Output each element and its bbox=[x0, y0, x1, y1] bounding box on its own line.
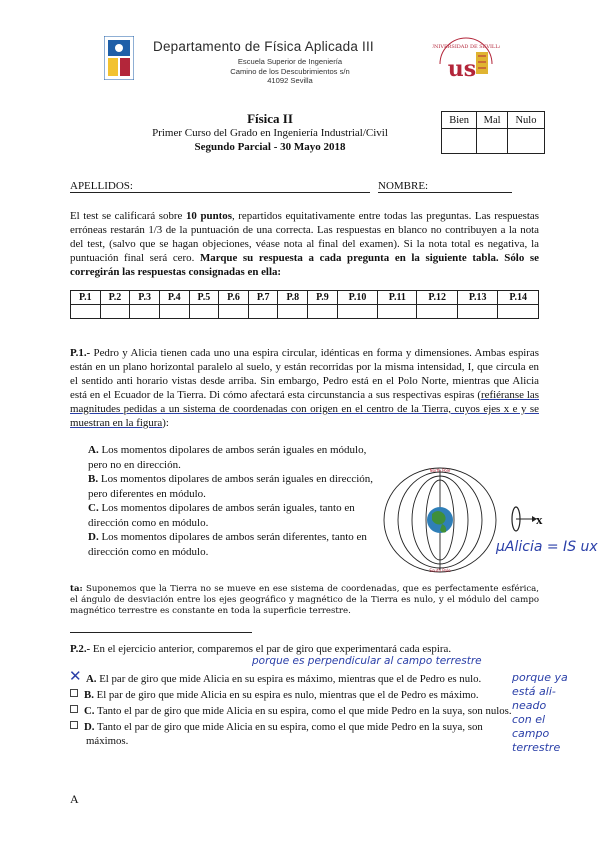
q1-option-d[interactable] bbox=[88, 530, 378, 559]
school-line: Camino de los Descubrimientos s/n bbox=[230, 66, 350, 76]
instructions bbox=[70, 209, 539, 279]
q2-option-d[interactable] bbox=[70, 720, 526, 748]
option-letter: D. bbox=[84, 721, 95, 733]
department-title: Departamento de Física Aplicada III bbox=[153, 39, 374, 54]
option-letter: C. bbox=[84, 705, 95, 717]
option-text: Tanto el par de giro que mide Alicia en su espira, como el que mide Pedro en la suya, son máximos. bbox=[86, 721, 483, 747]
option-letter: C. bbox=[88, 502, 99, 514]
department-logo bbox=[104, 36, 134, 80]
q1-option-c[interactable] bbox=[88, 501, 378, 530]
answer-cell[interactable] bbox=[308, 305, 338, 319]
answer-header: P.13 bbox=[457, 291, 497, 305]
answer-header: P.2 bbox=[100, 291, 130, 305]
answer-cell[interactable] bbox=[417, 305, 457, 319]
option-text: Los momentos dipolares de ambos serán diferentes, tanto en dirección como en módulo. bbox=[88, 531, 367, 558]
answer-header: P.6 bbox=[219, 291, 249, 305]
q2-option-a[interactable] bbox=[69, 667, 548, 686]
option-text: Tanto el par de giro que mide Alicia en su espira, como el que mide Pedro en la suya, son nulos. bbox=[97, 705, 512, 717]
answer-header: P.3 bbox=[130, 291, 160, 305]
grade-cell-mal[interactable] bbox=[477, 129, 508, 154]
apellidos-label: APELLIDOS: bbox=[70, 180, 133, 192]
answer-header: P.10 bbox=[337, 291, 377, 305]
answer-cell[interactable] bbox=[378, 305, 417, 319]
checkbox-icon[interactable] bbox=[70, 721, 78, 729]
handwriting-line: campo bbox=[512, 727, 550, 740]
question-1-underlined: refiéranse las magnitudes pedidas a un sistema de coordenadas con origen en el centro de la Tierra, cuyos ejes x e y se muestran en la figura bbox=[70, 389, 539, 429]
question-2-label: P.2.- bbox=[70, 643, 91, 655]
answer-header-row bbox=[71, 291, 539, 305]
handwriting-line: neado bbox=[512, 699, 547, 712]
answer-cell[interactable] bbox=[130, 305, 160, 319]
answer-input-row bbox=[71, 305, 539, 319]
grade-header: Nulo bbox=[507, 112, 544, 129]
checkbox-icon[interactable] bbox=[70, 705, 78, 713]
checkbox-icon[interactable] bbox=[70, 689, 78, 697]
question-1-body: Pedro y Alicia tienen cada uno una espira circular, idénticas en forma y dimensiones. Ambas espiras están en un plano horizontal paralelo al suelo, y están recorridas por la misma intensidad, I, que circula en el sentido anti horario vistas desde arriba. Sin embargo, Pedro está en el Polo Norte, mientras que Alicia está en el Ecuador de la Tierra. Di cómo afectará esta circunstancia a sus respectivas espiras ( bbox=[70, 347, 539, 401]
note bbox=[70, 584, 539, 617]
handwriting-perpendicular: porque es perpendicular al campo terrestre bbox=[252, 655, 482, 667]
nombre-field[interactable] bbox=[378, 180, 512, 193]
exam-title: Física II bbox=[247, 111, 293, 126]
cross-mark-icon: ✕ bbox=[69, 667, 82, 685]
instructions-bold: Marque su respuesta a cada pregunta en la siguiente tabla. Sólo se corregirán las respuestas consignadas en ella: bbox=[70, 252, 540, 278]
answer-header: P.5 bbox=[189, 291, 219, 305]
option-text: Los momentos dipolares de ambos serán iguales en dirección, pero diferentes en módulo. bbox=[88, 473, 374, 500]
answer-header: P.12 bbox=[417, 291, 457, 305]
answer-cell[interactable] bbox=[278, 305, 308, 319]
school-line: Escuela Superior de Ingeniería bbox=[237, 57, 343, 66]
school-line: 41092 Sevilla bbox=[267, 76, 313, 86]
grade-header: Bien bbox=[442, 112, 477, 129]
question-2-body: En el ejercicio anterior, comparemos el par de giro que experimentará cada espira. bbox=[90, 643, 452, 655]
option-letter: B. bbox=[88, 473, 99, 485]
answer-table bbox=[70, 290, 539, 319]
nombre-label: NOMBRE: bbox=[378, 180, 429, 192]
answer-header: P.7 bbox=[248, 291, 278, 305]
q1-option-a[interactable] bbox=[88, 443, 378, 472]
option-text: Los momentos dipolares de ambos serán iguales, tanto en dirección como en módulo. bbox=[88, 502, 355, 529]
grade-table bbox=[441, 111, 545, 154]
south-pole-label: South Pole bbox=[429, 568, 451, 573]
answer-cell[interactable] bbox=[248, 305, 278, 319]
q2-option-b[interactable] bbox=[70, 688, 548, 702]
answer-cell[interactable] bbox=[189, 305, 219, 319]
q2-option-c[interactable] bbox=[70, 704, 526, 718]
north-pole-label: North Pole bbox=[429, 468, 451, 473]
handwriting-side-note bbox=[512, 671, 592, 755]
option-letter: D. bbox=[88, 531, 99, 543]
answer-header: P.9 bbox=[308, 291, 338, 305]
answer-cell[interactable] bbox=[71, 305, 101, 319]
question-1-options bbox=[88, 443, 378, 559]
handwriting-line: terrestre bbox=[512, 741, 561, 754]
option-text: Los momentos dipolares de ambos serán iguales en módulo, pero no en dirección. bbox=[88, 444, 367, 471]
separator-line bbox=[70, 632, 252, 633]
answer-cell[interactable] bbox=[159, 305, 189, 319]
answer-header: P.1 bbox=[71, 291, 101, 305]
instructions-text: El test se calificará sobre bbox=[70, 210, 186, 222]
note-label: ta: bbox=[70, 584, 83, 594]
option-letter: B. bbox=[84, 689, 94, 701]
q1-option-b[interactable] bbox=[88, 472, 378, 501]
x-axis-label: x bbox=[536, 512, 543, 527]
answer-header: P.11 bbox=[378, 291, 417, 305]
answer-header: P.8 bbox=[278, 291, 308, 305]
answer-cell[interactable] bbox=[100, 305, 130, 319]
grade-cell-bien[interactable] bbox=[442, 129, 477, 154]
exam-date: Segundo Parcial - 30 Mayo 2018 bbox=[194, 141, 346, 153]
handwriting-line: con el bbox=[512, 713, 546, 726]
svg-text:UNIVERSIDAD DE SEVILLA: UNIVERSIDAD DE SEVILLA bbox=[432, 44, 500, 50]
earth-field-figure bbox=[382, 462, 502, 574]
option-letter: A. bbox=[86, 673, 97, 685]
question-2-text bbox=[70, 643, 539, 655]
question-1-end: ): bbox=[162, 417, 169, 429]
grade-header: Mal bbox=[477, 112, 508, 129]
answer-cell[interactable] bbox=[337, 305, 377, 319]
apellidos-field[interactable] bbox=[70, 180, 370, 193]
option-letter: A. bbox=[88, 444, 99, 456]
answer-header: P.14 bbox=[498, 291, 539, 305]
university-seal bbox=[432, 28, 500, 84]
answer-cell[interactable] bbox=[219, 305, 249, 319]
handwriting-line: está ali- bbox=[512, 685, 556, 698]
answer-cell[interactable] bbox=[498, 305, 539, 319]
handwriting-line: porque ya bbox=[512, 671, 568, 684]
option-text: El par de giro que mide Alicia en su espira es máximo, mientras que el de Pedro es nulo. bbox=[99, 673, 482, 685]
question-1-text bbox=[70, 346, 539, 430]
option-text: El par de giro que mide Alicia en su espira es nulo, mientras que el de Pedro es máximo. bbox=[96, 689, 479, 701]
school-address bbox=[200, 57, 380, 86]
answer-header: P.4 bbox=[159, 291, 189, 305]
question-1-label: P.1.- bbox=[70, 347, 91, 359]
grade-cell-nulo[interactable] bbox=[507, 129, 544, 154]
note-text: Suponemos que la Tierra no se mueve en ese sistema de coordenadas, que es perfectamente esférica, el ángulo de desviación entre los ejes geográfico y magnético de la Tierra es nulo, y el módulo del campo magnético terrestre es constante en toda la superficie terrestre. bbox=[70, 584, 539, 616]
footer-letter: A bbox=[70, 792, 79, 806]
handwriting-mu-alicia: μAlicia = IS ux bbox=[496, 539, 598, 555]
svg-text:us: us bbox=[447, 56, 477, 82]
instructions-text-2: , repartidos equitativamente entre todas las preguntas. Las respuestas erróneas restarán 1/3 de la puntuación de una correcta. Las respuestas en blanco no contribuyen a la nota del test, (salvo que se hagan objeciones, véase nota al final del examen). Si la nota total es negativa, la puntuación final será cero. bbox=[70, 210, 540, 264]
exam-subtitle: Primer Curso del Grado en Ingeniería Industrial/Civil bbox=[152, 127, 388, 139]
question-2-options bbox=[69, 667, 548, 748]
answer-cell[interactable] bbox=[457, 305, 497, 319]
instructions-points: 10 puntos bbox=[185, 210, 232, 222]
